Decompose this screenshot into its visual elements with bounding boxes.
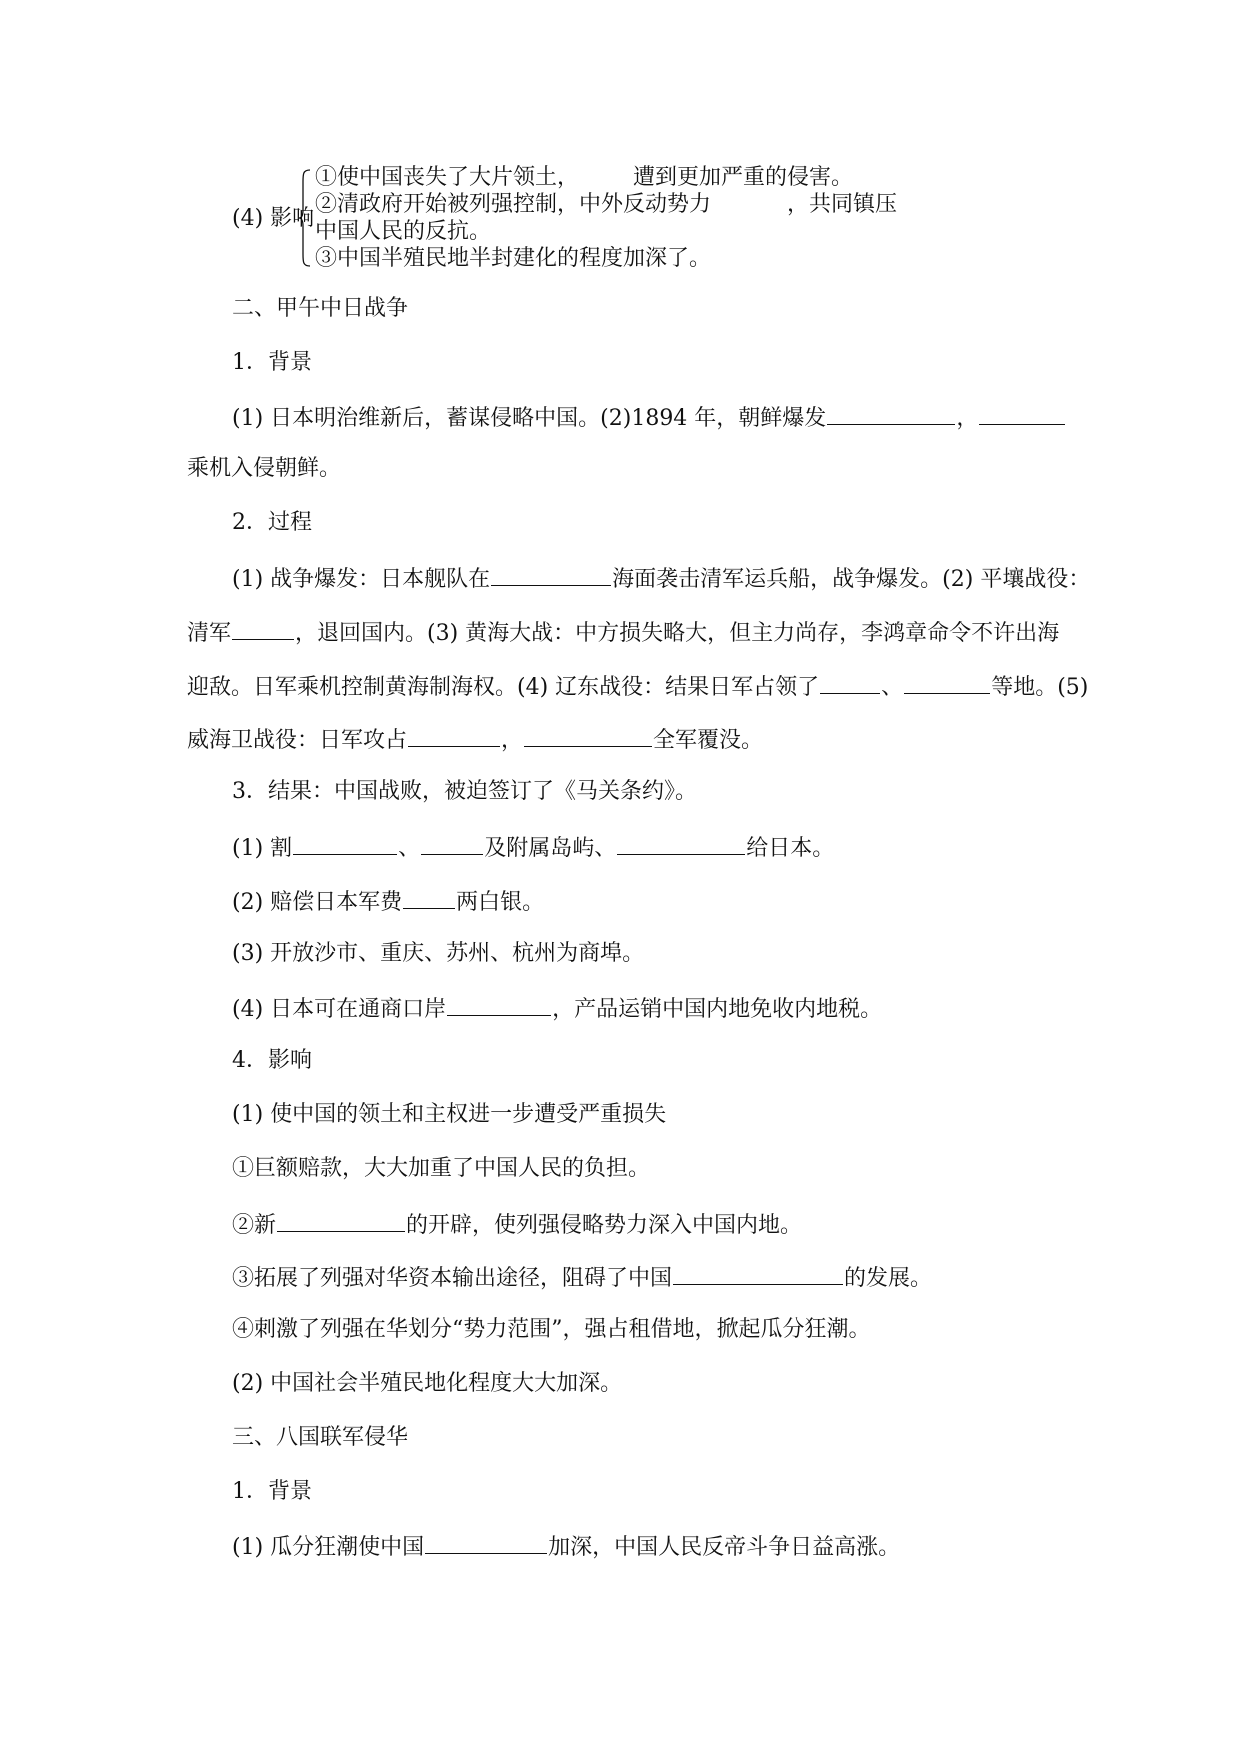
result-item-2: (2) 赔偿日本军费 两白银。 [232, 886, 544, 917]
paragraph-line: 迎敌。日军乘机控制黄海制海权。(4) 辽东战役：结果日军占领了 、 等地。(5) [187, 671, 1088, 702]
impact-item-3: ③中国半殖民地半封建化的程度加深了。 [315, 246, 712, 271]
impact-point: ②新 的开辟，使列强侵略势力深入中国内地。 [232, 1209, 802, 1240]
impact-item-1: ①使中国丧失了大片领土， 遭到更加严重的侵害。 [315, 165, 854, 190]
paragraph-line: (1) 战争爆发：日本舰队在 海面袭击清军运兵船，战争爆发。(2) 平壤战役： [232, 563, 1090, 594]
paragraph-line: 威海卫战役：日军攻占 ， 全军覆没。 [187, 724, 763, 755]
section-heading: 三、八国联军侵华 [232, 1425, 409, 1450]
impact-point: ①巨额赔款，大大加重了中国人民的负担。 [232, 1156, 651, 1181]
subheading-process: 2．过程 [232, 510, 312, 535]
paragraph-line: (1) 瓜分狂潮使中国 加深，中国人民反帝斗争日益高涨。 [232, 1531, 900, 1562]
impact-point: ③拓展了列强对华资本输出途径，阻碍了中国 的发展。 [232, 1262, 932, 1293]
paragraph-line: 乘机入侵朝鲜。 [187, 456, 342, 481]
paragraph-line: 清军 ，退回国内。(3) 黄海大战：中方损失略大，但主力尚存，李鸿章命令不许出海 [187, 617, 1059, 648]
result-item-4: (4) 日本可在通商口岸 ，产品运销中国内地免收内地税。 [232, 993, 882, 1024]
subheading-impact: 4．影响 [232, 1048, 312, 1073]
subheading-background: 1．背景 [232, 1479, 312, 1504]
impact-label: (4) 影响 [232, 206, 315, 231]
impact-item-2-cont: 中国人民的反抗。 [315, 219, 492, 244]
impact-point: (2) 中国社会半殖民地化程度大大加深。 [232, 1371, 623, 1396]
paragraph-line: (1) 日本明治维新后，蓄谋侵略中国。(2)1894 年，朝鲜爆发 ， [232, 402, 1066, 433]
result-item-3: (3) 开放沙市、重庆、苏州、杭州为商埠。 [232, 941, 645, 966]
impact-item-2: ②清政府开始被列强控制，中外反动势力 ，共同镇压 [315, 192, 898, 217]
result-item-1: (1) 割 、 及附属岛屿、 给日本。 [232, 832, 834, 863]
subheading-result: 3．结果：中国战败，被迫签订了《马关条约》。 [232, 779, 697, 804]
impact-point: ④刺激了列强在华划分“势力范围”，强占租借地，掀起瓜分狂潮。 [232, 1317, 871, 1342]
impact-point: (1) 使中国的领土和主权进一步遭受严重损失 [232, 1102, 667, 1127]
subheading-background: 1．背景 [232, 350, 312, 375]
left-brace-icon [298, 168, 312, 268]
section-heading: 二、甲午中日战争 [232, 296, 409, 321]
